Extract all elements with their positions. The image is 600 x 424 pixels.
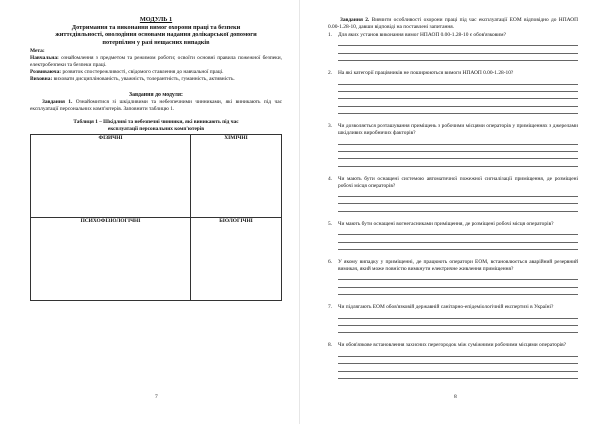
answer-line[interactable] xyxy=(338,319,578,326)
task-1: Завдання 1. Ознайомитися зі шкідливими та небезпечними чинниками, які виникають під час експлуатації персональних комп'ютерів. Заповнити таблицю 1. xyxy=(30,99,282,113)
answer-line[interactable] xyxy=(338,92,578,99)
goal-heading: Мета: xyxy=(30,48,45,55)
tasks-heading: Завдання до модуля: xyxy=(129,92,183,99)
answer-line[interactable] xyxy=(338,288,578,295)
page-number-left: 7 xyxy=(155,394,158,400)
question-text: Чи мають бути оснащені системою автоматичної пожежної сигналізації приміщення, де розміщені робочі місця операторів? xyxy=(338,175,578,189)
answer-line[interactable] xyxy=(338,280,578,287)
answer-line[interactable] xyxy=(338,372,578,379)
upbringing-goal: Виховна: виховати дисциплінованість, уважність, толерантність, гуманність, активність. xyxy=(30,76,235,83)
question-1 xyxy=(328,32,578,61)
cell-biological: БІОЛОГІЧНІ xyxy=(190,217,281,300)
answer-line[interactable] xyxy=(338,145,578,152)
question-6 xyxy=(328,259,578,295)
question-text: Чи підлягають ЕОМ обов'язковій державній санітарно-епідеміологічній експертизі в Україні? xyxy=(338,304,554,311)
cell-chemical: ХІМІЧНІ xyxy=(190,134,281,217)
cell-physical: ФІЗИЧНІ xyxy=(31,134,191,217)
answer-lines xyxy=(338,228,578,250)
answer-line[interactable] xyxy=(338,273,578,280)
question-number: 4. xyxy=(328,175,333,182)
question-5 xyxy=(328,221,578,250)
module-heading xyxy=(30,16,282,46)
questions-list xyxy=(328,32,578,379)
question-number: 1. xyxy=(328,32,333,38)
module-title-line-2: життєдіяльності, оволодіння основами надання долікарської допомоги xyxy=(55,31,257,39)
hazards-table xyxy=(30,134,282,301)
question-text: У якому випадку у приміщенні, де працюють оператори ЕОМ, встановлюється аварійний резервний вимикач, який може повністю вимкнути електричне живлення приміщення? xyxy=(338,259,578,273)
module-title-line-1: Дотримання та виконання вимог охорони праці та безпеки xyxy=(71,23,241,31)
module-title-line-3: потерпілим у разі нещасних випадків xyxy=(102,38,210,46)
answer-line[interactable] xyxy=(338,107,578,114)
question-number: 3. xyxy=(328,123,333,130)
answer-lines xyxy=(338,349,578,379)
answer-line[interactable] xyxy=(338,326,578,333)
answer-lines xyxy=(338,190,578,212)
task-2: Завдання 2. Вивчити особливості охорони праці під час експлуатації ЕОМ відповідно до НПАОП 0.00-1.28-10, давши відповіді на поставлені запитання. xyxy=(328,17,579,30)
answer-line[interactable] xyxy=(338,137,578,144)
answer-line[interactable] xyxy=(338,357,578,364)
answer-line[interactable] xyxy=(338,99,578,106)
answer-line[interactable] xyxy=(338,243,578,250)
cell-psychophysiological: ПСИХОФІЗІОЛОГІЧНІ xyxy=(31,217,191,300)
question-8 xyxy=(328,342,578,379)
question-number: 2. xyxy=(328,70,333,77)
question-number: 8. xyxy=(328,342,333,349)
answer-line[interactable] xyxy=(338,54,578,61)
answer-lines xyxy=(338,311,578,333)
answer-line[interactable] xyxy=(338,311,578,318)
answer-line[interactable] xyxy=(338,77,578,84)
question-text: Чи мають бути оснащені вогнегасниками приміщення, де розміщені робочі місця операторів? xyxy=(338,220,554,227)
question-7 xyxy=(328,304,578,333)
table-caption: Таблиця 1 – Шкідливі та небезпечні чинники, які виникають під час експлуатації персональних комп'ютерів xyxy=(73,119,239,132)
answer-lines xyxy=(338,273,578,295)
answer-lines xyxy=(338,77,578,114)
question-text: Чи обов'язкове встановлення захисних перегородок між суміжними робочими місцями операторів? xyxy=(338,342,567,349)
answer-line[interactable] xyxy=(338,349,578,356)
question-text: Для яких установ виконання вимог НПАОП 0.00-1.28-10 є обов'язковим? xyxy=(338,32,506,38)
page-number-right: 8 xyxy=(454,394,457,400)
answer-line[interactable] xyxy=(338,364,578,371)
question-text: Чи дозволяється розташування приміщень з робочими місцями операторів у приміщеннях з джерелами шкідливих виробничих факторів? xyxy=(338,123,578,137)
question-number: 6. xyxy=(328,259,333,266)
answer-line[interactable] xyxy=(338,85,578,92)
answer-line[interactable] xyxy=(338,235,578,242)
answer-line[interactable] xyxy=(338,152,578,159)
answer-line[interactable] xyxy=(338,190,578,197)
question-number: 7. xyxy=(328,304,333,311)
module-label: МОДУЛЬ 1 xyxy=(139,16,173,23)
question-2 xyxy=(328,70,578,114)
answer-line[interactable] xyxy=(338,204,578,211)
answer-line[interactable] xyxy=(338,228,578,235)
answer-line[interactable] xyxy=(338,159,578,166)
answer-line[interactable] xyxy=(338,39,578,46)
right-page xyxy=(300,0,600,424)
development-goal: Розвиваюча: розвиток спостережливості, свідомого ставлення до навчальної праці. xyxy=(30,69,224,76)
education-goal: Навчальна: ознайомлення з предметом та режимом роботи; освоїти основні правила пожежної безпеки, електробезпеки та безпеки праці. xyxy=(30,55,282,69)
question-3 xyxy=(328,123,578,167)
question-number: 5. xyxy=(328,220,333,227)
answer-line[interactable] xyxy=(338,197,578,204)
answer-lines xyxy=(338,39,578,61)
answer-lines xyxy=(338,137,578,167)
answer-line[interactable] xyxy=(338,46,578,53)
question-text: На які категорії працівників не поширюються вимоги НПАОП 0.00-1.28-10? xyxy=(338,70,514,77)
question-4 xyxy=(328,176,578,212)
